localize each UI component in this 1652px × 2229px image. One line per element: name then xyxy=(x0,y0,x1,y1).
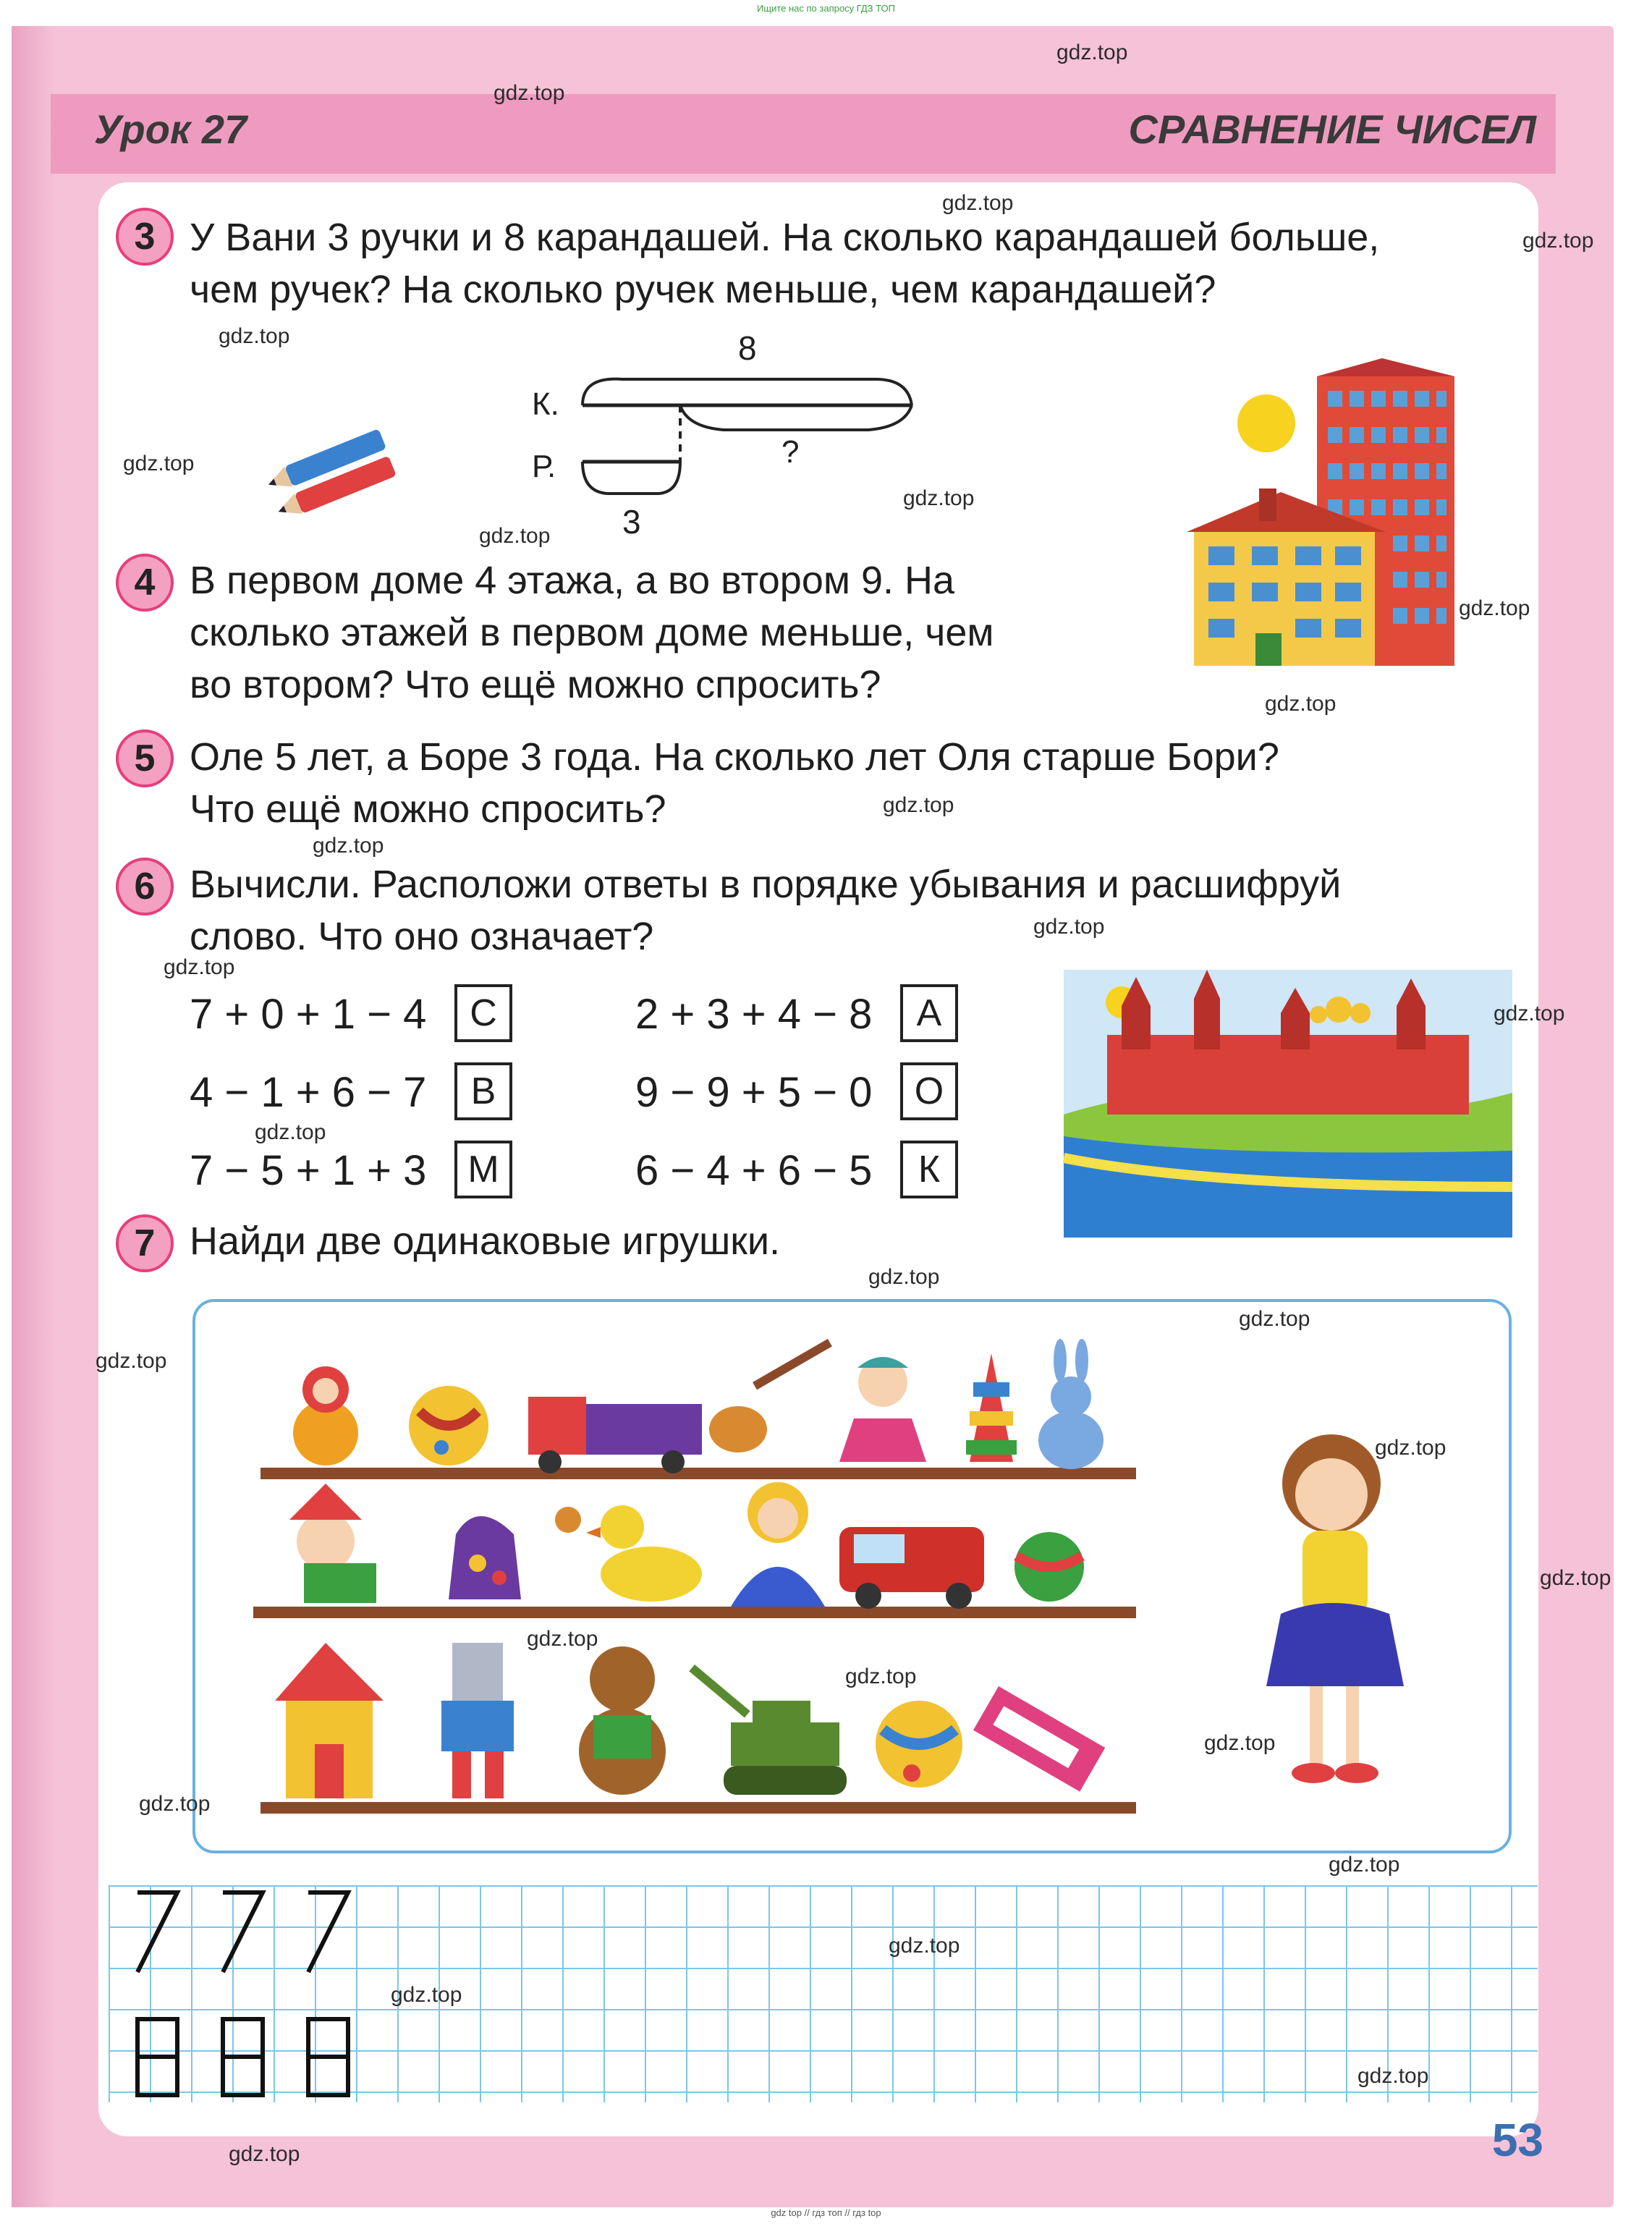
topic-title: СРАВНЕНИЕ ЧИСЕЛ xyxy=(1128,106,1536,152)
diagram-label-question: ? xyxy=(781,434,800,470)
diagram-label-p: Р. xyxy=(532,449,556,484)
expression: 2 + 3 + 4 − 8 xyxy=(635,991,873,1038)
bottom-note: gdz top // гдз топ // гдз top xyxy=(771,2207,881,2218)
watermark: gdz.top xyxy=(1239,1307,1310,1331)
cipher-letter-box: С xyxy=(454,984,512,1042)
watermark: gdz.top xyxy=(229,2142,300,2166)
watermark: gdz.top xyxy=(313,834,384,858)
watermark: gdz.top xyxy=(1056,41,1128,64)
diagram-label-k: К. xyxy=(532,386,559,422)
cipher-letter-box: О xyxy=(900,1062,958,1120)
houses-image xyxy=(1187,355,1462,666)
page-spine xyxy=(12,26,55,2207)
watermark: gdz.top xyxy=(391,1983,462,2007)
watermark: gdz.top xyxy=(1329,1853,1400,1877)
task-3-text-1: У Вани 3 ручки и 8 карандашей. На сколько карандашей больше, xyxy=(190,216,1380,259)
watermark: gdz.top xyxy=(1033,915,1105,939)
watermark: gdz.top xyxy=(1375,1436,1446,1460)
cipher-letter-box: К xyxy=(900,1141,958,1198)
expression: 4 − 1 + 6 − 7 xyxy=(190,1069,427,1116)
expression: 9 − 9 + 5 − 0 xyxy=(635,1069,873,1116)
watermark: gdz.top xyxy=(868,1265,940,1289)
task-6-text-2: слово. Что оно означает? xyxy=(190,915,654,958)
diagram-label-8: 8 xyxy=(738,329,757,367)
watermark: gdz.top xyxy=(1357,2064,1429,2088)
task-3-number: 3 xyxy=(116,208,174,266)
watermark: gdz.top xyxy=(903,486,975,510)
watermark: gdz.top xyxy=(889,1934,960,1958)
segment-diagram xyxy=(579,369,919,499)
watermark: gdz.top xyxy=(164,955,235,979)
watermark: gdz.top xyxy=(1494,1002,1565,1025)
task-7-text-1: Найди две одинаковые игрушки. xyxy=(190,1219,781,1263)
watermark: gdz.top xyxy=(479,524,551,548)
watermark: gdz.top xyxy=(1522,229,1594,253)
task-5-text-1: Оле 5 лет, а Боре 3 года. На сколько лет Оля старше Бори? xyxy=(190,735,1279,779)
cipher-letter-box: В xyxy=(454,1062,512,1120)
watermark: gdz.top xyxy=(96,1349,167,1373)
cipher-letter-box: А xyxy=(900,984,958,1042)
watermark: gdz.top xyxy=(139,1792,211,1816)
watermark: gdz.top xyxy=(1204,1731,1276,1755)
task-4-text-3: во втором? Что ещё можно спросить? xyxy=(190,663,881,706)
watermark: gdz.top xyxy=(1540,1566,1611,1590)
watermark: gdz.top xyxy=(527,1627,598,1651)
watermark: gdz.top xyxy=(494,81,565,105)
watermark: gdz.top xyxy=(845,1665,917,1688)
task-4-text-1: В первом доме 4 этажа, а во втором 9. На xyxy=(190,559,955,602)
top-note: Ищите нас по запросу ГДЗ ТОП xyxy=(757,3,895,14)
task-6-number: 6 xyxy=(116,858,174,915)
task-5-text-2: Что ещё можно спросить? xyxy=(190,787,666,831)
lesson-title: Урок 27 xyxy=(94,106,247,152)
digit-practice xyxy=(130,1885,362,2102)
expression: 7 + 0 + 1 − 4 xyxy=(190,991,427,1038)
expression: 6 − 4 + 6 − 5 xyxy=(635,1147,873,1194)
toys-image xyxy=(246,1339,1440,1831)
watermark: gdz.top xyxy=(219,324,290,348)
page-number: 53 xyxy=(1491,2114,1543,2166)
task-6-text-1: Вычисли. Расположи ответы в порядке убывания и расшифруй xyxy=(190,863,1342,906)
watermark: gdz.top xyxy=(1459,596,1530,620)
kremlin-image xyxy=(1064,970,1512,1238)
task-3-text-2: чем ручек? На сколько ручек меньше, чем карандашей? xyxy=(190,268,1216,311)
diagram-label-3: 3 xyxy=(622,503,641,541)
task-4-text-2: сколько этажей в первом доме меньше, чем xyxy=(190,611,994,654)
task-4-number: 4 xyxy=(116,554,174,612)
watermark: gdz.top xyxy=(883,793,954,817)
watermark: gdz.top xyxy=(255,1120,326,1144)
watermark: gdz.top xyxy=(942,191,1014,215)
task-5-number: 5 xyxy=(116,729,174,787)
cipher-letter-box: М xyxy=(454,1141,512,1198)
expression: 7 − 5 + 1 + 3 xyxy=(190,1147,427,1194)
task-7-number: 7 xyxy=(116,1214,174,1272)
watermark: gdz.top xyxy=(1265,692,1337,716)
pencils-image xyxy=(268,427,405,521)
watermark: gdz.top xyxy=(123,452,195,475)
